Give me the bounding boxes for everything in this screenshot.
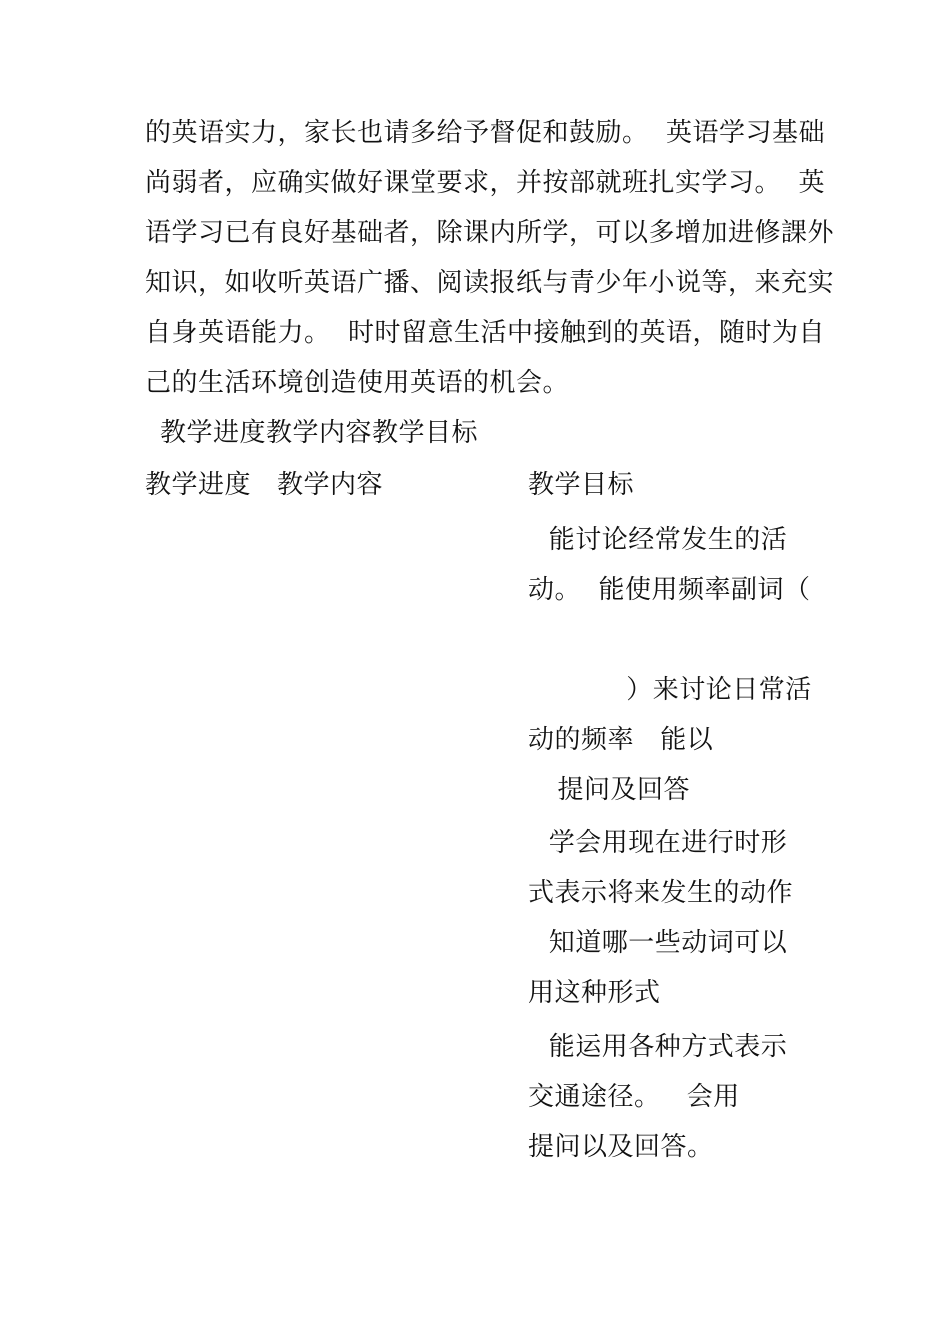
goal-line: 知道哪一些动词可以 xyxy=(540,928,788,958)
section-heading: 教学进度教学内容教学目标 xyxy=(160,418,479,448)
goal-line: 学会用现在进行时形 xyxy=(540,828,788,858)
paragraph-line: 知识，如收听英语广播、阅读报纸与青少年小说等，来充实 xyxy=(145,268,835,298)
paragraph-line: 己的生活环境创造使用英语的机会。 xyxy=(145,368,570,398)
paragraph-line: 的英语实力，家长也请多给予督促和鼓励。 英语学习基础 xyxy=(145,118,826,148)
goal-line: 动的频率 能以 xyxy=(528,725,714,755)
header-goals: 教学目标 xyxy=(528,470,635,500)
goal-line: 动。 能使用频率副词（ xyxy=(528,575,811,605)
paragraph-line: 尚弱者，应确实做好课堂要求，并按部就班扎实学习。 英 xyxy=(145,168,826,198)
goal-line: 提问及回答 xyxy=(540,775,691,805)
goal-line: 提问以及回答。 xyxy=(528,1132,714,1162)
goal-line: 用这种形式 xyxy=(528,978,661,1008)
paragraph-line: 自身英语能力。 时时留意生活中接触到的英语，随时为自 xyxy=(145,318,826,348)
goal-line: 式表示将来发生的动作 xyxy=(528,878,794,908)
goal-line: 能运用各种方式表示 xyxy=(540,1032,788,1062)
goal-line: 交通途径。 会用 xyxy=(528,1082,740,1112)
paragraph-line: 语学习已有良好基础者，除课内所学，可以多增加进修課外 xyxy=(145,218,835,248)
goal-line: 能讨论经常发生的活 xyxy=(540,525,788,555)
goal-line: ）来讨论日常活 xyxy=(600,675,812,705)
header-content: 教学内容 xyxy=(277,470,384,500)
header-progress: 教学进度 xyxy=(145,470,252,500)
